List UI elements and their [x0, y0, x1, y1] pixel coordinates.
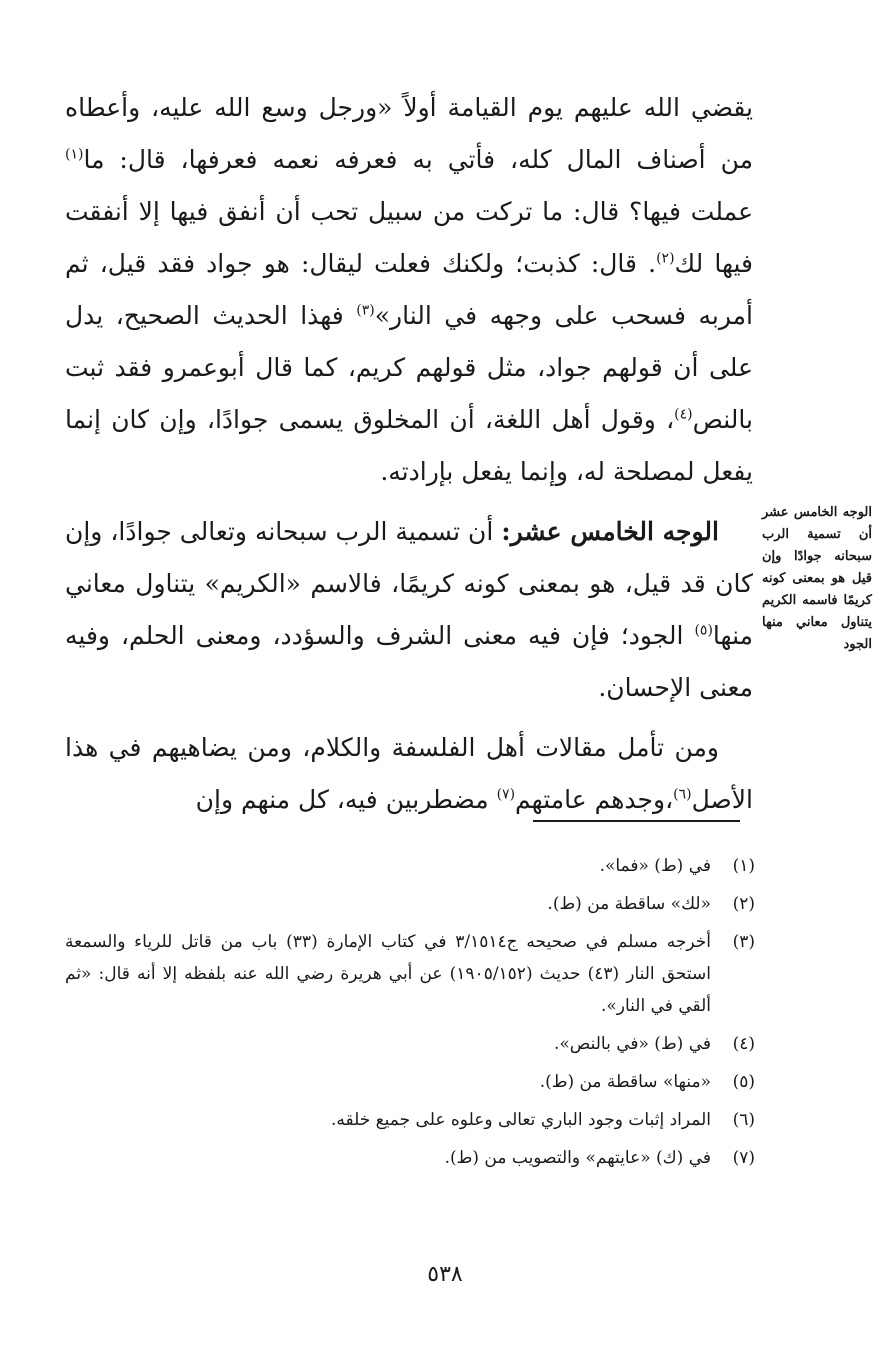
paragraph-3 [65, 722, 753, 826]
page-number: ٥٣٨ [427, 1262, 463, 1287]
text-run: أن تسمية الرب سبحانه وتعالى جوادًا، وإن كان قد قيل، هو بمعنى كونه كريمًا، فالاسم «الكريم» يتناول معاني منها [65, 517, 753, 650]
footnote-number: (٢) [732, 894, 755, 914]
text-line: فهذا الحديث [212, 301, 344, 330]
footnote-number: (٣) [732, 932, 755, 952]
text-line: فقد قيل، ثم أمربه فسحب على وجهه في النار» [65, 249, 753, 330]
footnote-marker[interactable]: (٣) [356, 302, 375, 319]
footnote-item [65, 888, 755, 920]
text-line: الصحيح، يدل على أن قولهم جواد، مثل قولهم كريم، كما قال [65, 301, 753, 382]
text-line: أنفقت فيها لك [65, 197, 753, 278]
footnote-marker[interactable]: (٦) [673, 786, 692, 803]
footnote-text: في (ط) «في بالنص». [553, 1034, 711, 1054]
footnote-marker[interactable]: (٥) [694, 622, 713, 639]
footnote-item [65, 926, 755, 1022]
footnote-text: في (ط) «فما». [599, 856, 711, 876]
text-line: يقضي الله عليهم يوم القيامة أولاً «ورجل وسع الله عليه، وأعطاه [65, 93, 753, 122]
text-line: من أصناف المال كله، فأتي به فعرفه نعمه فعرفها، قال: ما [83, 145, 753, 174]
footnote-text: «منها» ساقطة من (ط). [539, 1072, 711, 1092]
text-run: ومن تأمل مقالات أهل الفلسفة والكلام، ومن يضاهيهم في هذا الأصل [65, 733, 753, 814]
section-heading: الوجه الخامس عشر: [501, 517, 719, 546]
footnote-text: في (ك) «عايتهم» والتصويب من (ط). [444, 1148, 711, 1168]
footnote-item [65, 1104, 755, 1136]
margin-note: الوجه الخامس عشر أن تسمية الرب سبحانه جوادًا وإن قيل هو بمعنى كونه كريمًا فاسمه الكريم يتناول معاني منها الجود [762, 505, 872, 652]
footnote-text: أخرجه مسلم في صحيحه ج٣/١٥١٤ في كتاب الإمارة (٣٣) باب من قاتل للرياء والسمعة استحق النار (٤٣) حديث (١٩٠٥/١٥٢) عن أبي هريرة رضي الله عنه بلفظه إلا أنه قال: «ثم ألقي في النار». [65, 932, 711, 1016]
text-line: أبوعمرو فقد ثبت بالنص [65, 353, 753, 434]
footnote-item [65, 1028, 755, 1060]
footnote-marker[interactable]: (٧) [496, 786, 516, 803]
footnote-text: «لك» ساقطة من (ط). [547, 894, 711, 914]
paragraph-1 [65, 82, 753, 498]
footnote-number: (٥) [732, 1072, 755, 1092]
footnote-marker[interactable]: (٢) [656, 250, 675, 267]
footnote-number: (٦) [732, 1110, 755, 1130]
footnote-number: (١) [732, 856, 755, 876]
footnotes [65, 850, 755, 1180]
main-text [65, 82, 753, 826]
footnote-number: (٧) [732, 1148, 755, 1168]
footnote-text: المراد إثبات وجود الباري تعالى وعلوه على جميع خلقه. [330, 1110, 711, 1130]
text-run: ،وجدهم عامتهم [515, 785, 674, 814]
text-line: عملت فيها؟ قال: ما تركت من سبيل تحب أن أنفق فيها إلا [138, 197, 753, 226]
footnote-marker[interactable]: (٤) [674, 406, 693, 423]
text-line: ، وقول أهل اللغة، أن المخلوق يسمى [278, 405, 675, 434]
footnote-item [65, 1066, 755, 1098]
text-line: . قال: كذبت؛ ولكنك فعلت ليقال: هو جواد [206, 249, 657, 278]
text-run: الجود؛ فإن فيه معنى الشرف والسؤدد، ومعنى الحلم، وفيه معنى الإحسان. [65, 621, 753, 702]
paragraph-2 [65, 506, 753, 714]
text-line: جوادًا، وإن كان إنما يفعل لمصلحة له، وإنما يفعل بإرادته. [65, 405, 753, 486]
footnote-number: (٤) [732, 1034, 755, 1054]
footnote-marker[interactable]: (١) [65, 146, 84, 163]
footnote-item [65, 1142, 755, 1174]
footnote-item [65, 850, 755, 882]
text-run: مضطربين فيه، كل منهم وإن [195, 785, 489, 814]
footnote-divider [533, 820, 740, 822]
